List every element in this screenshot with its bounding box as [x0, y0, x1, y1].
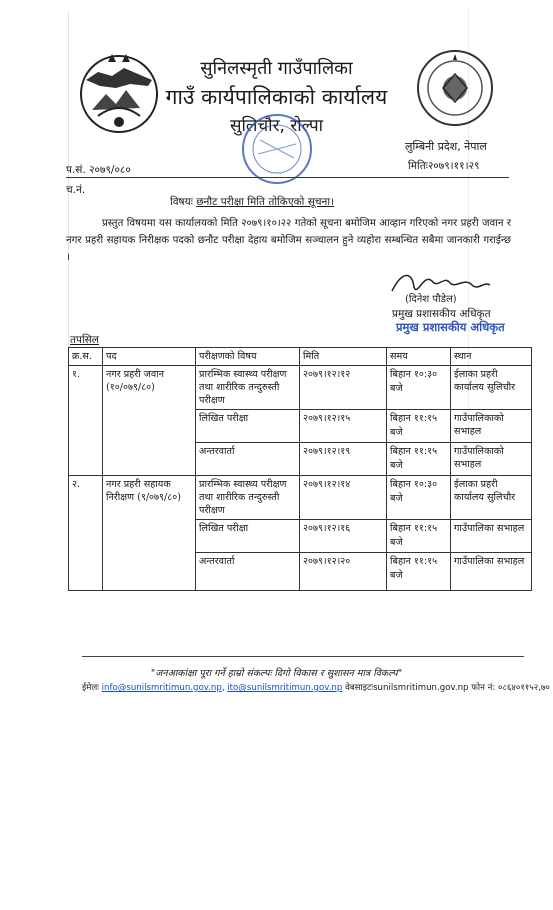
post-cell: नगर प्रहरी सहायक निरीक्षण (९/०७९/८०) — [103, 476, 196, 591]
notice-body: प्रस्तुत विषयमा यस कार्यालयको मिति २०७९।१०।२२ गतेको सूचना बमोजिम आव्हान गरिएको नगर प्रहरी जवान र नगर प्रहरी सहायक निरीक्षक पदको छनौट परीक्षा देहाय बमोजिम सञ्चालन हुने व्यहोरा सम्बन्धित सबैमा जानकारी गराईन्छ । — [66, 218, 511, 263]
header-subject: परीक्षणको विषय — [196, 348, 300, 366]
subject-cell: अन्तरवार्ता — [196, 443, 300, 476]
header-time: समय — [387, 348, 451, 366]
exam-schedule-table — [68, 347, 532, 591]
place-cell: गाउँपालिकाको सभाहल — [451, 443, 532, 476]
time-cell: बिहान १०:३० बजे — [387, 476, 451, 520]
header-date: मिति — [300, 348, 387, 366]
date-cell: २०७९।१२।२० — [300, 553, 387, 591]
date-cell: २०७९।१२।१५ — [300, 410, 387, 443]
subject-cell: प्रारम्भिक स्वास्थ्य परीक्षण तथा शारीरिक तन्दुरुस्ती परीक्षण — [196, 476, 300, 520]
footer-divider — [82, 656, 524, 657]
email-link-ito[interactable]: ito@sunilsmritimun.gov.np — [227, 683, 343, 693]
time-cell: बिहान ११:१५ बजे — [387, 520, 451, 553]
subject-line — [170, 195, 334, 209]
table-row — [69, 366, 532, 410]
place-cell: ईलाका प्रहरी कार्यालय सुलिचौर — [451, 366, 532, 410]
email-label: ईमेलः — [82, 683, 99, 693]
subject-cell: लिखित परीक्षा — [196, 410, 300, 443]
place-cell: गाउँपालिकाको सभाहल — [451, 410, 532, 443]
province-label: लुम्बिनी प्रदेश, नेपाल — [405, 140, 487, 153]
municipality-name: सुनिलस्मृती गाउँपालिका — [200, 58, 353, 79]
time-cell: बिहान ११:१५ बजे — [387, 443, 451, 476]
website-label: वेबसाइटःsunilsmritimun.gov.np — [345, 683, 469, 693]
table-row — [69, 476, 532, 520]
phone-label: फोन नं: ०८६४०११५२,७० — [471, 683, 550, 693]
issue-date: मितिः२०७९।११।२९ — [408, 160, 480, 172]
footer-motto: "जनआकांक्षा पूरा गर्ने हाम्रो संकल्पः दिगो विकास र सुशासन मात्र विकल्प" — [150, 668, 403, 679]
designation-stamp: प्रमुख प्रशासकीय अधिकृत — [396, 320, 505, 334]
place-cell: गाउँपालिका सभाहल — [451, 520, 532, 553]
time-cell: बिहान १०:३० बजे — [387, 366, 451, 410]
date-cell: २०७९।१२।१४ — [300, 476, 387, 520]
office-name: गाउँ कार्यपालिकाको कार्यालय — [165, 85, 388, 109]
time-cell: बिहान ११:१५ बजे — [387, 553, 451, 591]
signatory-title: प्रमुख प्रशासकीय अधिकृत — [392, 308, 491, 320]
date-cell: २०७९।१२।१२ — [300, 366, 387, 410]
table-caption: तपसिल — [70, 334, 99, 346]
serial-cell: २. — [69, 476, 103, 591]
header-post: पद — [103, 348, 196, 366]
post-cell: नगर प्रहरी जवान (१०/०७९/८०) — [103, 366, 196, 476]
reference-number: प.सं. २०७९/०८० — [66, 164, 131, 176]
header-place: स्थान — [451, 348, 532, 366]
subject-value: छनौट परीक्षा मिति तोकिएको सूचना। — [196, 196, 335, 208]
signatory-name: (दिनेश पौडेल) — [405, 294, 457, 305]
subject-cell: अन्तरवार्ता — [196, 553, 300, 591]
place-cell: गाउँपालिका सभाहल — [451, 553, 532, 591]
header-serial: क्र.स. — [69, 348, 103, 366]
place-cell: ईलाका प्रहरी कार्यालय सुलिचौर — [451, 476, 532, 520]
date-cell: २०७९।१२।१६ — [300, 520, 387, 553]
footer-contact: ईमेलः info@sunilsmritimun.gov.np, ito@sunilsmritimun.gov.np वेबसाइटःsunilsmritimun.gov.np फोन नं: ०८६४०११५२,७० — [82, 683, 550, 693]
header-divider — [66, 177, 509, 178]
dispatch-number: च.नं. — [66, 184, 86, 196]
time-cell: बिहान ११:१५ बजे — [387, 410, 451, 443]
table-header-row — [69, 348, 532, 366]
subject-cell: लिखित परीक्षा — [196, 520, 300, 553]
subject-label: विषयः — [170, 196, 193, 208]
office-location: सुलिचौर, रोल्पा — [229, 116, 324, 136]
email-link-info[interactable]: info@sunilsmritimun.gov.np — [101, 683, 222, 693]
subject-cell: प्रारम्भिक स्वास्थ्य परीक्षण तथा शारीरिक तन्दुरुस्ती परीक्षण — [196, 366, 300, 410]
serial-cell: १. — [69, 366, 103, 476]
date-cell: २०७९।१२।१९ — [300, 443, 387, 476]
